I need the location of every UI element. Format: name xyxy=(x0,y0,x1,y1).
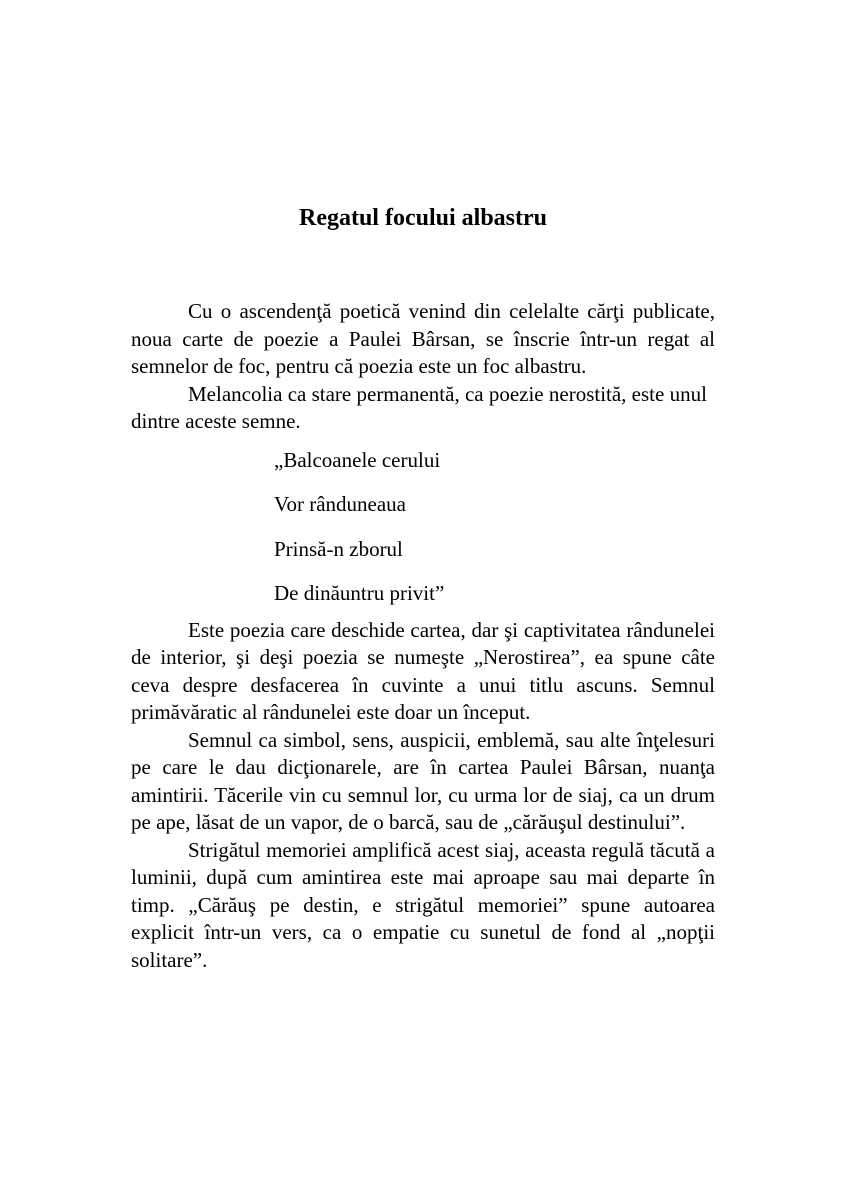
paragraph-5: Strigătul memoriei amplifică acest siaj, aceasta regulă tăcută a luminii, după cum amintirea este mai aproape sau mai departe în timp. „Cărăuş pe destin, e strigătul memoriei” spune autoarea explicit într-un vers, ca o empatie cu sunetul de fond al „nopţii solitare”. xyxy=(131,837,715,972)
paragraph-4: Semnul ca simbol, sens, auspicii, emblemă, sau alte înţelesuri pe care le dau dicţionarele, are în cartea Paulei Bârsan, nuanţa amintirii. Tăcerile vin cu semnul lor, cu urma lor de siaj, ca un drum pe ape, lăsat de un vapor, de o barcă, sau de „cărăuşul destinului”. xyxy=(131,727,715,834)
poem-line: Vor rânduneaua xyxy=(274,492,406,516)
paragraph-1: Cu o ascendenţă poetică venind din celelalte cărţi publicate, noua carte de poezie a Paulei Bârsan, se înscrie într-un regat al semnelor de foc, pentru că poezia este un foc albastru. xyxy=(131,299,715,378)
poem-quote xyxy=(131,447,715,608)
body-text xyxy=(131,298,715,974)
paragraph-2: Melancolia ca stare permanentă, ca poezie nerostită, este unul dintre aceste semne. xyxy=(131,381,707,433)
paragraph-3: Este poezia care deschide cartea, dar şi captivitatea rândunelei de interior, şi deşi poezia se numeşte „Nerostirea”, ea spune câte ceva despre desfacerea în cuvinte a unui titlu ascuns. Semnul primăvăratic al rândunelei este doar un început. xyxy=(131,617,715,724)
poem-line: „Balcoanele cerului xyxy=(274,447,441,472)
page-title: Regatul focului albastru xyxy=(298,205,547,231)
poem-line: Prinsă-n zborul xyxy=(274,536,403,561)
poem-line: De dinăuntru privit” xyxy=(274,581,445,605)
